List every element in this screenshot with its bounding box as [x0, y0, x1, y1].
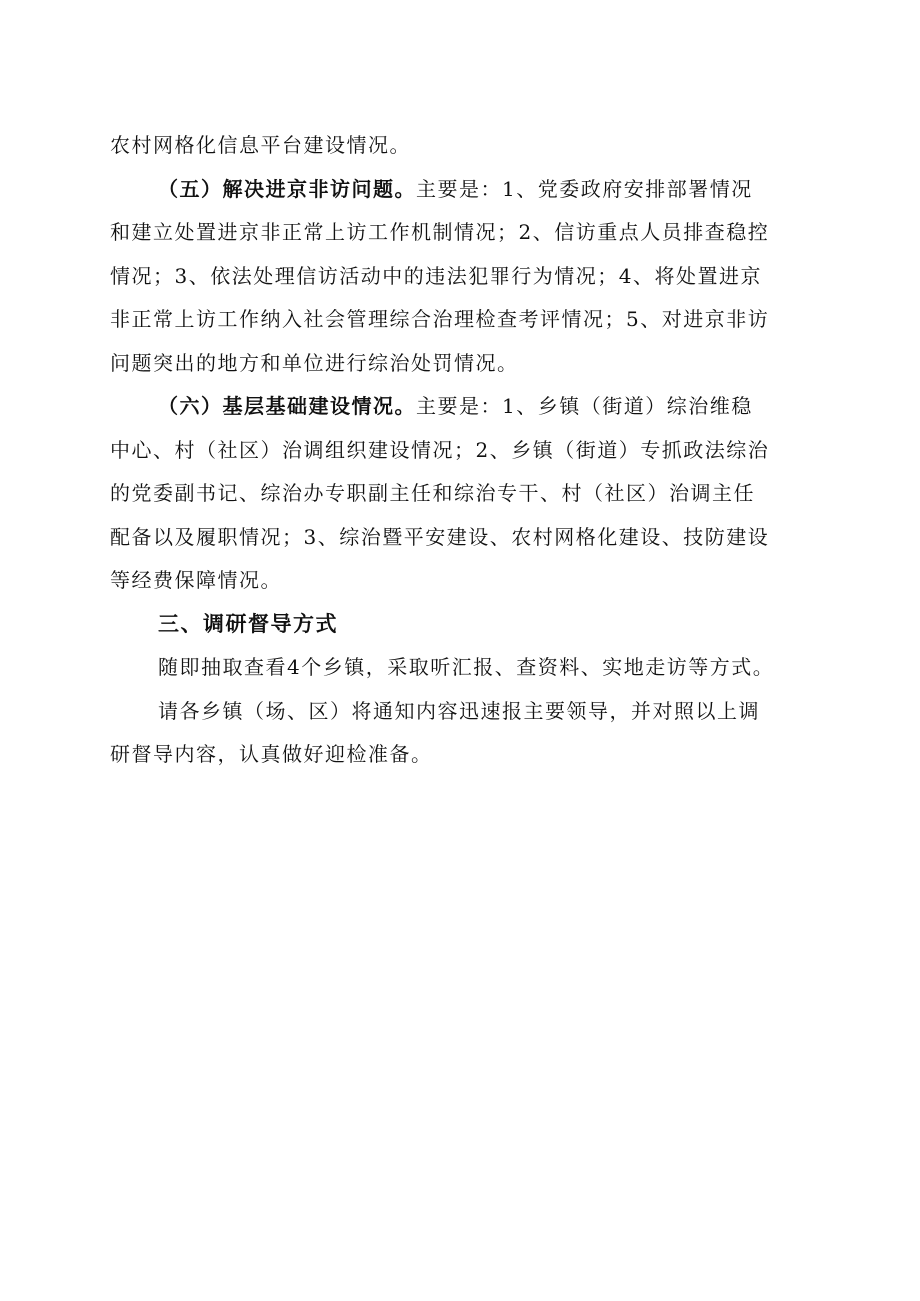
text-line — [110, 298, 815, 342]
text-line — [110, 342, 815, 386]
text-line — [110, 559, 815, 603]
line-text: 中心、村（社区）治调组织建设情况；2、乡镇（街道）专抓政法综治 — [110, 437, 770, 462]
line-text: 农村网格化信息平台建设情况。 — [110, 133, 411, 157]
line-text: 问题突出的地方和单位进行综治处罚情况。 — [110, 350, 519, 375]
text-line — [110, 429, 815, 473]
line-text: 研督导内容，认真做好迎检准备。 — [110, 742, 433, 766]
text-line — [110, 733, 815, 777]
line-text: 非正常上访工作纳入社会管理综合治理检查考评情况；5、对进京非访 — [110, 307, 770, 331]
text-line — [110, 124, 815, 168]
item-title: （六）基层基础建设情况。 — [158, 394, 416, 418]
line-text: 的党委副书记、综治办专职副主任和综治专干、村（社区）治调主任 — [110, 481, 755, 505]
line-text: 等经费保障情况。 — [110, 568, 282, 592]
text-line — [110, 211, 815, 255]
text-line — [110, 646, 815, 690]
text-line — [110, 516, 815, 560]
document-body — [110, 124, 815, 777]
section-heading — [110, 603, 815, 647]
line-text: 随即抽取查看4个乡镇，采取听汇报、查资料、实地走访等方式。 — [158, 655, 775, 679]
line-text: 主要是：1、党委政府安排部署情况 — [416, 176, 753, 201]
line-text: 和建立处置进京非正常上访工作机制情况；2、信访重点人员排查稳控 — [110, 220, 770, 244]
text-line — [110, 472, 815, 516]
text-line — [110, 168, 815, 212]
line-text: 请各乡镇（场、区）将通知内容迅速报主要领导，并对照以上调 — [158, 698, 760, 723]
line-text: 主要是：1、乡镇（街道）综治维稳 — [416, 394, 753, 418]
text-line — [110, 385, 815, 429]
text-line — [110, 255, 815, 299]
line-text: 配备以及履职情况；3、综治暨平安建设、农村网格化建设、技防建设 — [110, 524, 770, 549]
line-text: 情况；3、依法处理信访活动中的违法犯罪行为情况；4、将处置进京 — [110, 263, 762, 288]
line-text: 三、调研督导方式 — [158, 611, 338, 636]
item-title: （五）解决进京非访问题。 — [158, 176, 416, 201]
text-line — [110, 690, 815, 734]
